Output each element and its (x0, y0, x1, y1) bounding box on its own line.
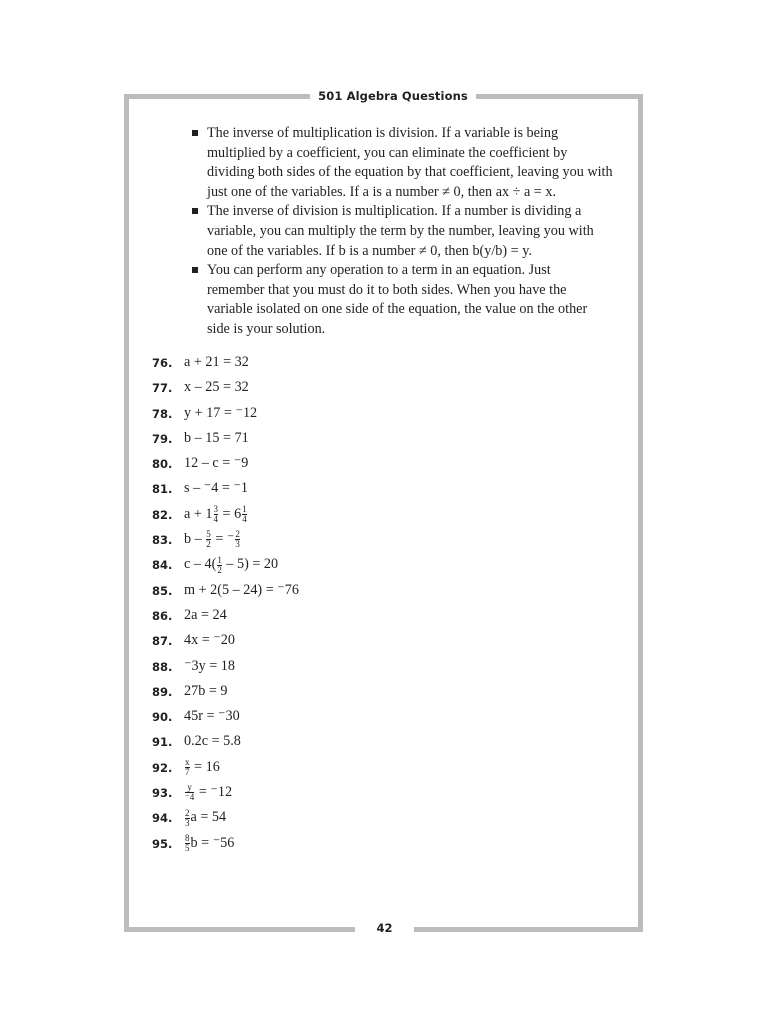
fraction-numerator: x (185, 756, 190, 767)
problem-equation: b – 15 = 71 (184, 429, 249, 446)
fraction-denominator: 3 (185, 817, 190, 828)
problem-equation: 0.2c = 5.8 (184, 733, 241, 750)
problem-equation: a + 21 = 32 (184, 354, 249, 370)
rule-line: side is your solution. (207, 320, 326, 337)
equation-text: b = ⁻56 (190, 834, 235, 851)
equation-text: = 6 (219, 505, 242, 522)
problem-equation (184, 782, 232, 802)
square-bullet-icon (192, 208, 198, 214)
fraction-denominator: 4 (213, 514, 218, 525)
problem-number: 87. (152, 634, 173, 649)
problem-equation: ⁻3y = 18 (184, 657, 235, 674)
fraction-numerator: 1 (242, 504, 247, 515)
problem-item (152, 453, 612, 478)
fraction-numerator: 2 (185, 807, 190, 818)
problem-number: 81. (152, 482, 173, 497)
rule-line: remember that you must do it to both sides. When you have the (207, 281, 567, 298)
square-bullet-icon (192, 267, 198, 273)
square-bullet-icon (192, 130, 198, 136)
problem-item (152, 580, 612, 605)
problem-number: 95. (152, 836, 173, 851)
problem-equation: 45r = ⁻30 (184, 708, 240, 725)
equation-text: c – 4( (184, 556, 217, 573)
equation-text: b – (184, 531, 206, 548)
problem-equation: m + 2(5 – 24) = ⁻76 (184, 581, 299, 598)
fraction (206, 530, 211, 549)
rule-line: variable isolated on one side of the equation, the value on the other (207, 301, 588, 318)
problem-number: 82. (152, 507, 173, 522)
fraction-numerator: 8 (185, 832, 190, 843)
problem-number: 89. (152, 684, 173, 699)
fraction-numerator: 1 (217, 554, 222, 565)
equation-text: a + 1 (184, 505, 213, 522)
rule-line: dividing both sides of the equation by that coefficient, leaving you with (207, 164, 613, 181)
rule-line: The inverse of division is multiplication. If a number is dividing a (207, 203, 582, 220)
fraction-denominator: 4 (242, 514, 247, 525)
problem-item (152, 605, 612, 630)
fraction-denominator: 7 (185, 766, 190, 777)
problem-item (152, 529, 612, 554)
problem-number: 77. (152, 381, 173, 396)
fraction (214, 505, 219, 524)
fraction (185, 783, 194, 802)
frame-left-border (124, 94, 129, 932)
fraction-denominator: 2 (217, 564, 222, 575)
fraction-denominator: 2 (206, 539, 211, 550)
page-header-title: 501 Algebra Questions (318, 89, 468, 103)
problem-equation (184, 529, 241, 549)
page-number: 42 (376, 921, 393, 935)
problem-item (152, 731, 612, 756)
problem-item (152, 807, 612, 832)
problem-number: 91. (152, 735, 173, 750)
problem-number: 94. (152, 811, 173, 826)
fraction-numerator: 3 (213, 504, 218, 515)
problem-equation: x – 25 = 32 (184, 379, 249, 396)
problem-item (152, 656, 612, 681)
fraction-numerator: y (187, 782, 192, 793)
fraction (242, 505, 247, 524)
fraction (185, 758, 190, 777)
fraction-numerator: 5 (206, 529, 211, 540)
problem-equation (184, 807, 226, 827)
equation-text: = 16 (190, 758, 220, 775)
problem-equation (184, 504, 248, 524)
fraction (185, 834, 190, 853)
problem-number: 78. (152, 406, 173, 421)
problem-item (152, 428, 612, 453)
problem-item (152, 681, 612, 706)
frame-top-left-border (124, 94, 310, 99)
equation-text: = ⁻ (211, 531, 235, 548)
problem-number: 85. (152, 583, 173, 598)
rule-item (191, 202, 621, 261)
problem-item (152, 478, 612, 503)
frame-bottom-right-border (414, 927, 643, 932)
frame-right-border (638, 94, 643, 932)
problem-equation: 12 – c = ⁻9 (184, 455, 249, 472)
rule-line: variable, you can multiply the term by the number, leaving you with (207, 222, 594, 239)
problem-item (152, 377, 612, 402)
problem-number: 88. (152, 659, 173, 674)
fraction (235, 530, 240, 549)
rules-list (191, 124, 621, 340)
equation-text: = ⁻12 (195, 784, 233, 801)
fraction-denominator: 5 (185, 842, 190, 853)
problem-number: 83. (152, 533, 173, 548)
equation-text: – 5) = 20 (222, 556, 279, 573)
problem-item (152, 706, 612, 731)
problem-equation: 2a = 24 (184, 606, 227, 623)
problem-equation (184, 757, 220, 777)
rule-line: one of the variables. If b is a number ≠ 0, then b(y/b) = y. (207, 242, 532, 259)
rule-line: multiplied by a coefficient, you can eliminate the coefficient by (207, 144, 568, 161)
problem-equation: 4x = ⁻20 (184, 632, 235, 649)
rule-item (191, 124, 621, 202)
problem-equation: s – ⁻4 = ⁻1 (184, 480, 248, 497)
equation-text: a = 54 (190, 809, 227, 826)
rule-item (191, 261, 621, 339)
problem-number: 80. (152, 457, 173, 472)
fraction (185, 809, 190, 828)
problem-item (152, 782, 612, 807)
problem-equation (184, 833, 234, 853)
fraction-numerator: 2 (235, 529, 240, 540)
problem-item (152, 757, 612, 782)
problem-item (152, 504, 612, 529)
fraction (217, 556, 222, 575)
rule-line: The inverse of multiplication is division. If a variable is being (207, 125, 559, 141)
problem-list (152, 352, 612, 858)
rule-line: just one of the variables. If a is a number ≠ 0, then ax ÷ a = x. (207, 183, 557, 200)
problem-equation: 27b = 9 (184, 682, 228, 699)
problem-equation: y + 17 = ⁻12 (184, 404, 258, 421)
rule-line: You can perform any operation to a term in an equation. Just (207, 262, 551, 279)
problem-item (152, 352, 612, 377)
problem-number: 84. (152, 558, 173, 573)
frame-top-right-border (476, 94, 643, 99)
problem-item (152, 403, 612, 428)
frame-bottom-left-border (124, 927, 355, 932)
problem-number: 86. (152, 608, 173, 623)
problem-number: 76. (152, 356, 173, 370)
problem-number: 90. (152, 710, 173, 725)
problem-number: 79. (152, 431, 173, 446)
fraction-denominator: ⁻4 (185, 792, 195, 803)
problem-item (152, 833, 612, 858)
problem-number: 92. (152, 760, 173, 775)
problem-number: 93. (152, 786, 173, 801)
fraction-denominator: 3 (235, 539, 240, 550)
problem-item (152, 630, 612, 655)
problem-equation (184, 554, 278, 574)
problem-item (152, 554, 612, 579)
